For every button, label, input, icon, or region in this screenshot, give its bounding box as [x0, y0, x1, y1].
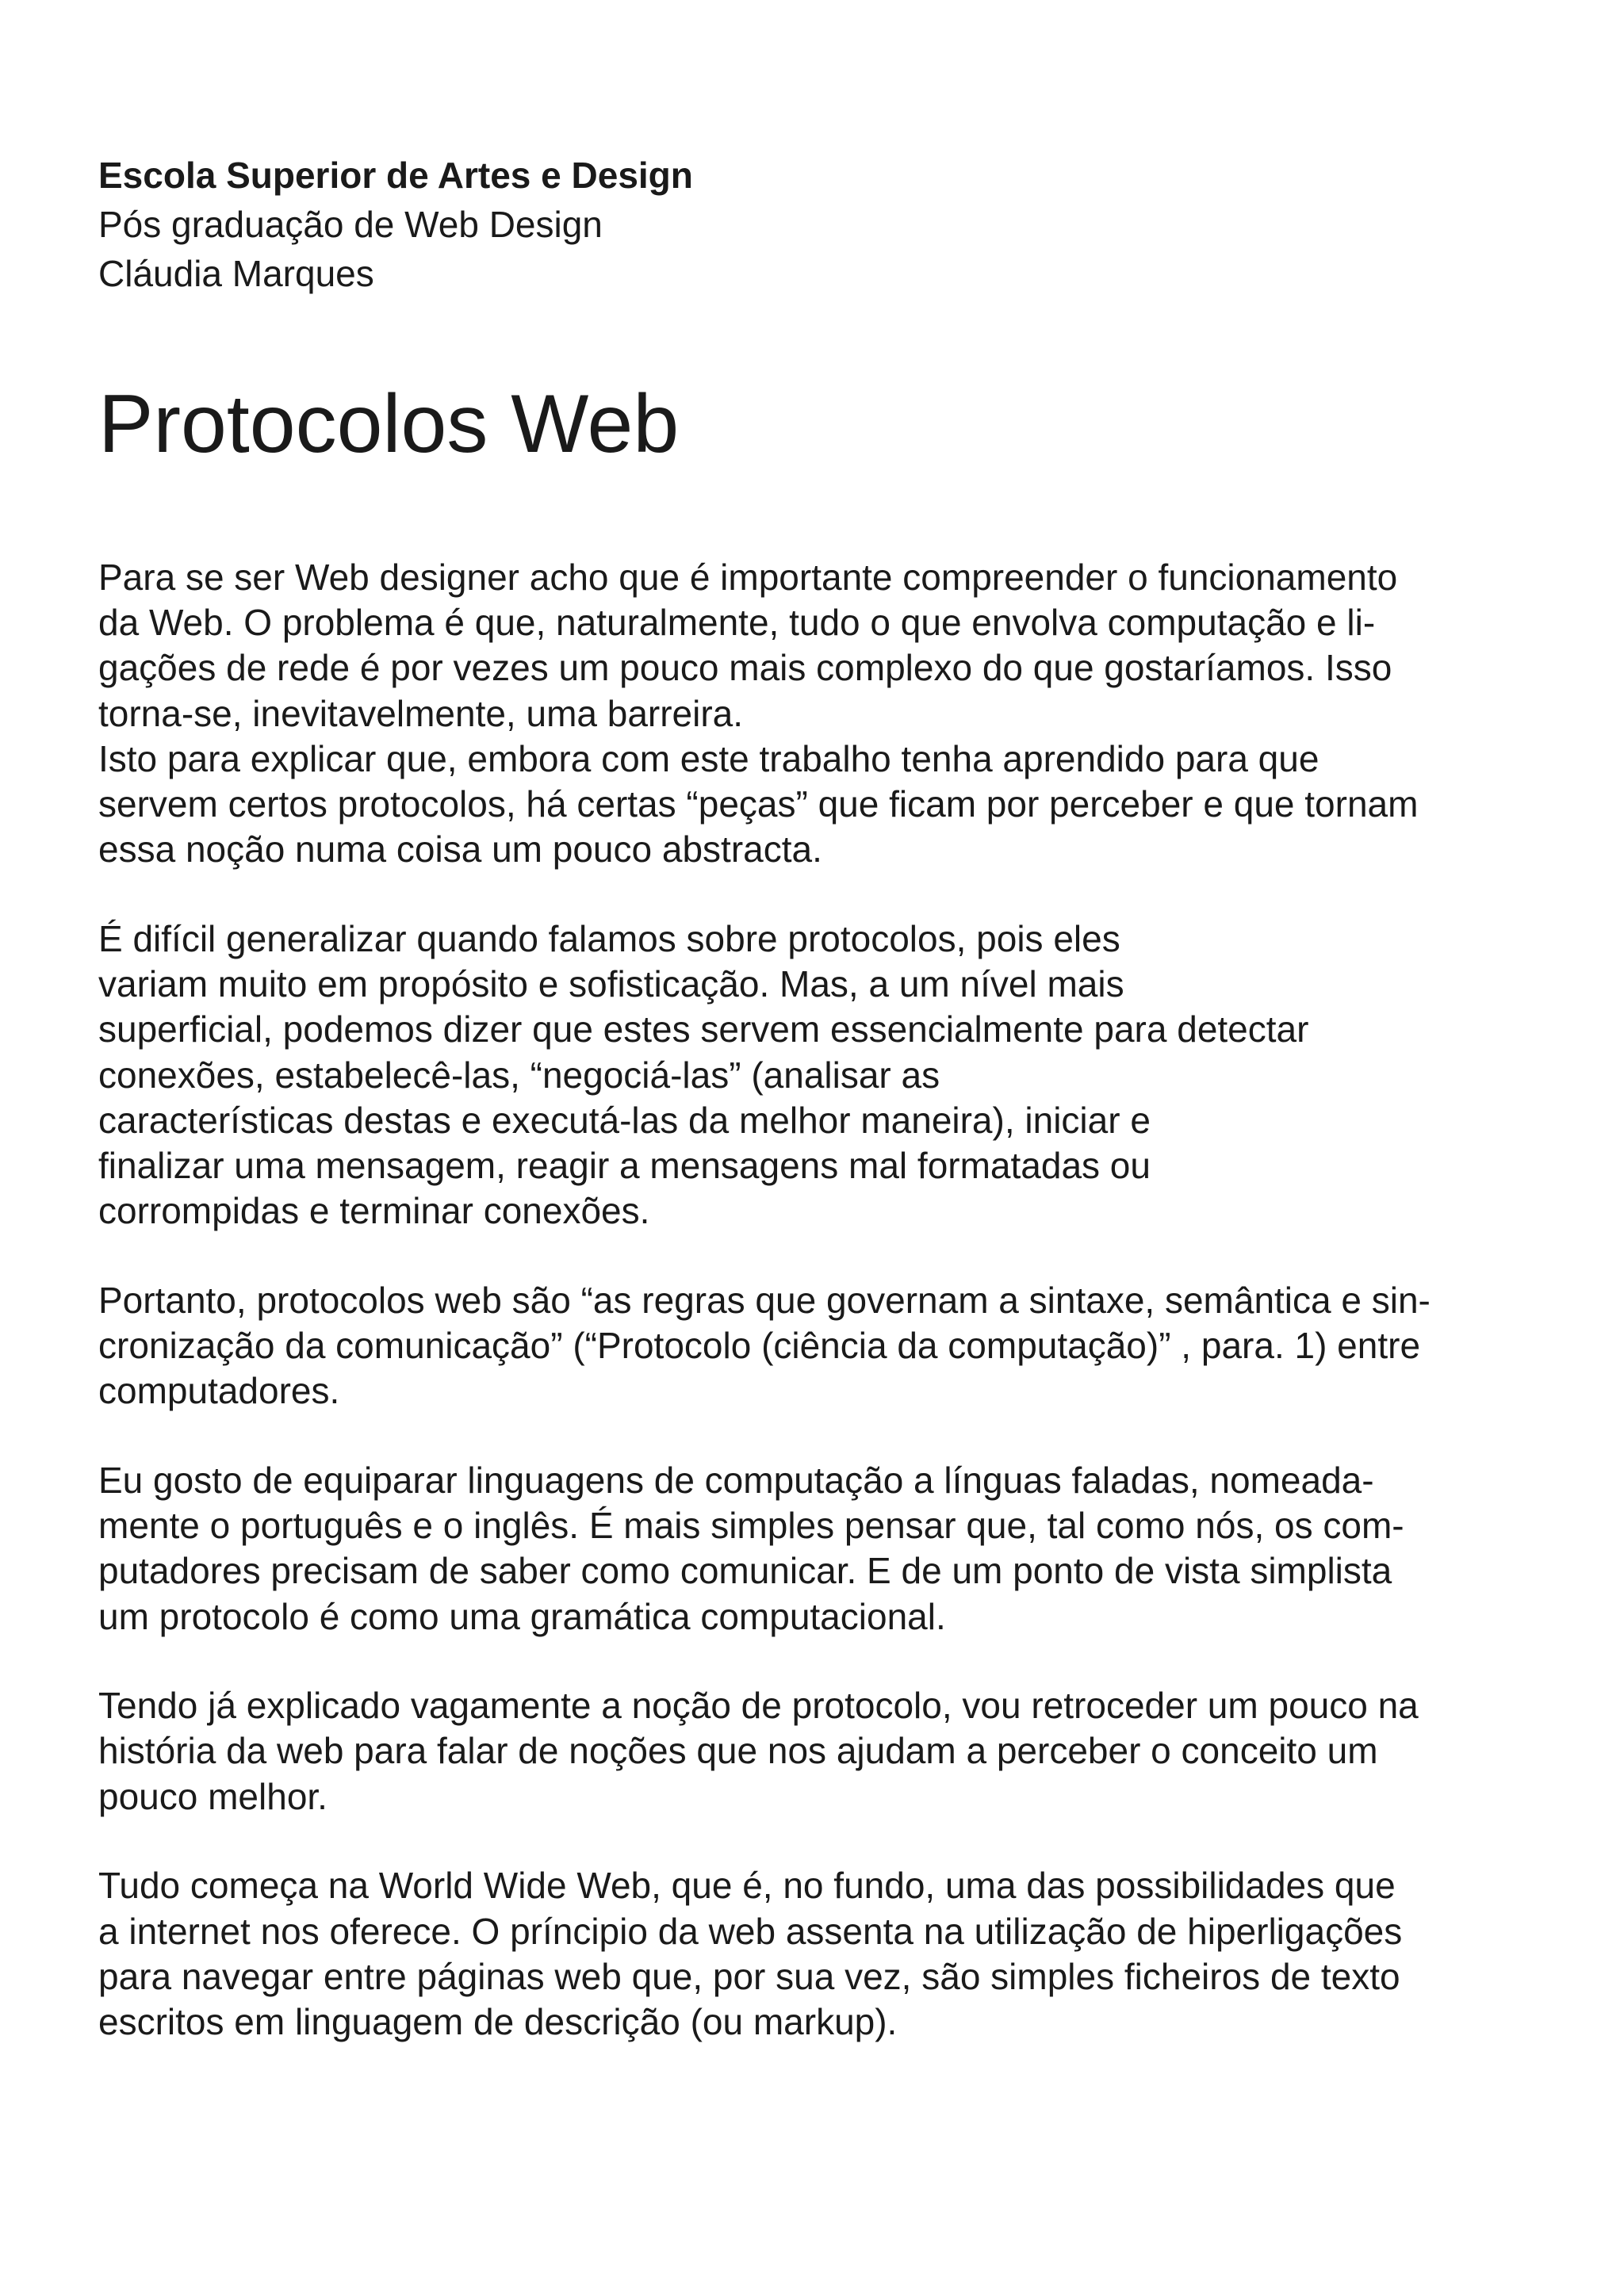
paragraph	[98, 1683, 1526, 1820]
document-header	[98, 151, 1526, 298]
text-line: putadores precisam de saber como comunicar. E de um ponto de vista simplista	[98, 1550, 1392, 1592]
text-line: torna-se, inevitavelmente, uma barreira.	[98, 692, 744, 734]
text-line: história da web para falar de noções que nos ajudam a perceber o conceito um	[98, 1730, 1378, 1772]
text-line: servem certos protocolos, há certas “peças” que ficam por perceber e que tornam	[98, 783, 1419, 825]
text-line: conexões, estabelecê-las, “negociá-las” (analisar as	[98, 1054, 940, 1096]
text-line: Tudo começa na World Wide Web, que é, no fundo, uma das possibilidades que	[98, 1865, 1396, 1907]
paragraph	[98, 1863, 1526, 2045]
text-line: escritos em linguagem de descrição (ou markup).	[98, 2000, 898, 2042]
text-line: variam muito em propósito e sofisticação. Mas, a um nível mais	[98, 963, 1124, 1005]
text-line: Para se ser Web designer acho que é importante compreender o funcionamento	[98, 557, 1398, 598]
text-line: Isto para explicar que, embora com este trabalho tenha aprendido para que	[98, 737, 1320, 779]
author-name: Cláudia Marques	[98, 253, 374, 294]
text-line: computadores.	[98, 1370, 340, 1412]
text-line: pouco melhor.	[98, 1775, 327, 1817]
document-page	[98, 151, 1526, 2042]
course-name: Pós graduação de Web Design	[98, 204, 603, 245]
text-line: mente o português e o inglês. É mais simples pensar que, tal como nós, os com-	[98, 1505, 1404, 1547]
text-line: finalizar uma mensagem, reagir a mensagens mal formatadas ou	[98, 1144, 1151, 1186]
text-line: a internet nos oferece. O príncipio da web assenta na utilização de hiperligações	[98, 1910, 1403, 1952]
paragraph	[98, 555, 1526, 872]
text-line: gações de rede é por vezes um pouco mais complexo do que gostaríamos. Isso	[98, 647, 1392, 689]
text-line: um protocolo é como uma gramática computacional.	[98, 1595, 946, 1637]
document-body	[98, 555, 1526, 2089]
text-line: Tendo já explicado vagamente a noção de protocolo, vou retroceder um pouco na	[98, 1685, 1419, 1727]
text-line: Eu gosto de equiparar linguagens de computação a línguas faladas, nomeada-	[98, 1459, 1374, 1501]
text-line: características destas e executá-las da melhor maneira), iniciar e	[98, 1099, 1151, 1141]
paragraph	[98, 1458, 1526, 1640]
text-line: cronização da comunicação” (“Protocolo (ciência da computação)” , para. 1) entre	[98, 1325, 1421, 1367]
text-line: Portanto, protocolos web são “as regras que governam a sintaxe, semântica e sin-	[98, 1279, 1431, 1321]
text-line: É difícil generalizar quando falamos sobre protocolos, pois eles	[98, 917, 1120, 959]
school-name: Escola Superior de Artes e Design	[98, 155, 693, 196]
text-line: da Web. O problema é que, naturalmente, tudo o que envolva computação e li-	[98, 602, 1376, 644]
text-line: corrompidas e terminar conexões.	[98, 1190, 650, 1232]
document-title: Protocolos Web	[98, 378, 680, 470]
text-line: para navegar entre páginas web que, por sua vez, são simples ficheiros de texto	[98, 1955, 1400, 1997]
paragraph	[98, 1278, 1526, 1414]
text-line: superficial, podemos dizer que estes servem essencialmente para detectar	[98, 1008, 1309, 1050]
text-line: essa noção numa coisa um pouco abstracta.	[98, 828, 822, 871]
paragraph	[98, 916, 1526, 1234]
